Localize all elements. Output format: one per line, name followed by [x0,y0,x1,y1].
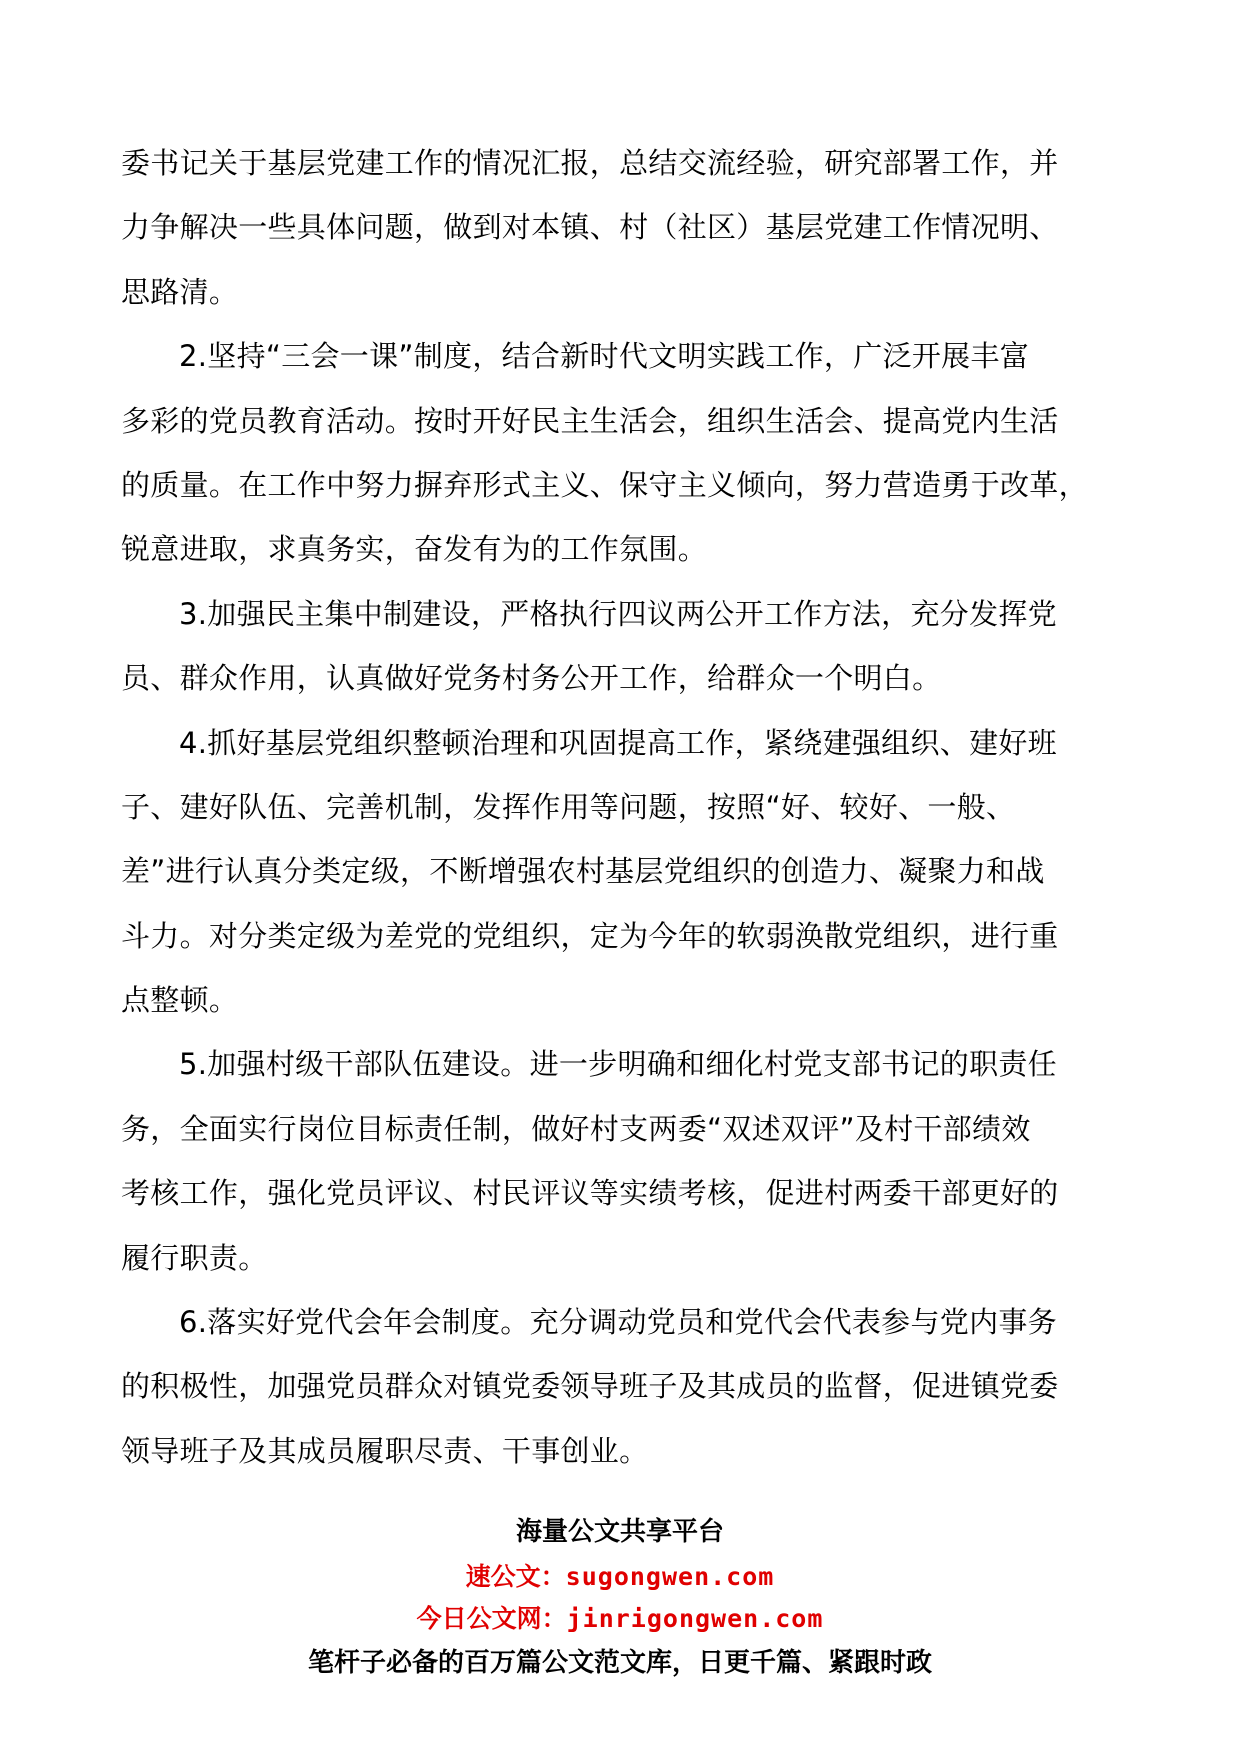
body-line-14: 点整顿。 [121,983,239,1018]
body-line-19: 6.落实好党代会年会制度。充分调动党员和党代会代表参与党内事务 [179,1305,1057,1340]
body-line-16: 务，全面实行岗位目标责任制，做好村支两委“双述双评”及村干部绩效 [121,1111,1031,1146]
site1-link[interactable]: sugongwen.com [565,1562,775,1591]
body-line-2: 力争解决一些具体问题，做到对本镇、村（社区）基层党建工作情况明、 [121,210,1059,245]
document-body [121,131,1126,1483]
body-line-10: 4.抓好基层党组织整顿治理和巩固提高工作，紧绕建强组织、建好班 [179,725,1057,760]
site1-label: 速公文： [465,1562,566,1591]
footer-site-jinrigongwen [0,1598,1240,1640]
body-line-11: 子、建好队伍、完善机制，发挥作用等问题，按照“好、较好、一般、 [121,789,1016,824]
footer-site-sugongwen [0,1556,1240,1598]
body-line-7: 锐意进取，求真务实，奋发有为的工作氛围。 [121,532,708,567]
body-line-18: 履行职责。 [121,1240,268,1275]
body-line-13: 斗力。对分类定级为差党的党组织，定为今年的软弱涣散党组织，进行重 [121,918,1059,953]
body-line-4: 2.坚持“三会一课”制度，结合新时代文明实践工作，广泛开展丰富 [179,339,1030,374]
body-line-17: 考核工作，强化党员评议、村民评议等实绩考核，促进村两委干部更好的 [121,1176,1059,1211]
footer-title: 海量公文共享平台 [515,1517,724,1547]
body-line-21: 领导班子及其成员履职尽责、干事创业。 [121,1433,649,1468]
body-line-9: 员、群众作用，认真做好党务村务公开工作，给群众一个明白。 [121,661,942,696]
body-line-1: 委书记关于基层党建工作的情况汇报，总结交流经验，研究部署工作，并 [121,146,1059,180]
footer-slogan: 笔杆子必备的百万篇公文范文库，日更千篇、紧跟时政 [307,1648,932,1678]
site2-label: 今日公文网： [416,1604,567,1633]
body-line-20: 的积极性，加强党员群众对镇党委领导班子及其成员的监督，促进镇党委 [121,1369,1059,1404]
body-line-5: 多彩的党员教育活动。按时开好民主生活会，组织生活会、提高党内生活 [121,403,1059,438]
body-line-3: 思路清。 [121,274,239,309]
footer-banner [0,1508,1240,1686]
body-line-12: 差”进行认真分类定级，不断增强农村基层党组织的创造力、凝聚力和战 [121,854,1045,889]
body-line-8: 3.加强民主集中制建设，严格执行四议两公开工作方法，充分发挥党 [179,596,1057,631]
site2-link[interactable]: jinrigongwen.com [566,1604,824,1633]
body-line-6: 的质量。在工作中努力摒弃形式主义、保守主义倾向，努力营造勇于改革， [121,467,1088,502]
body-line-15: 5.加强村级干部队伍建设。进一步明确和细化村党支部书记的职责任 [179,1047,1057,1082]
